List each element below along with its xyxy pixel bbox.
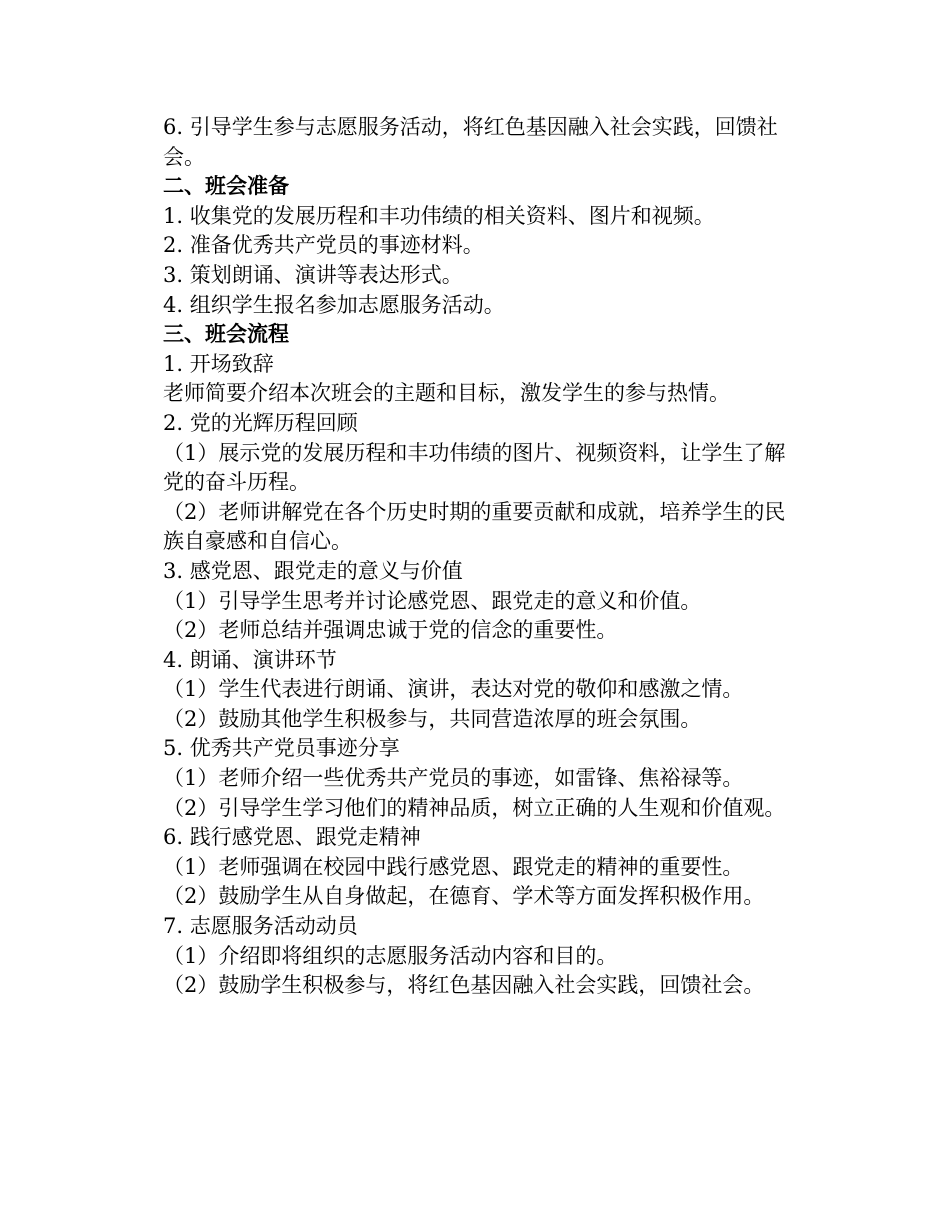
process-step-title: 7. 志愿服务活动动员 [163, 914, 358, 939]
process-step-line: （1）老师强调在校园中践行感党恩、跟党走的精神的重要性。 [163, 854, 744, 879]
process-step-line: 老师简要介绍本次班会的主题和目标，激发学生的参与热情。 [163, 381, 730, 406]
section-heading-preparation: 二、班会准备 [163, 174, 289, 199]
process-step-line: （2）鼓励其他学生积极参与，共同营造浓厚的班会氛围。 [163, 706, 702, 731]
process-step-title: 1. 开场致辞 [163, 351, 274, 376]
process-step-title: 5. 优秀共产党员事迹分享 [163, 736, 400, 761]
process-step-title: 2. 党的光辉历程回顾 [163, 410, 358, 435]
intro-item-6: 6. 引导学生参与志愿服务活动，将红色基因融入社会实践，回馈社会。 [163, 115, 778, 169]
preparation-item: 2. 准备优秀共产党员的事迹材料。 [163, 233, 484, 258]
process-step-line: （2）鼓励学生从自身做起，在德育、学术等方面发挥积极作用。 [163, 884, 765, 909]
process-step-line: （2）老师讲解党在各个历史时期的重要贡献和成就，培养学生的民族自豪感和自信心。 [163, 499, 786, 554]
process-step-line: （2）老师总结并强调忠诚于党的信念的重要性。 [163, 618, 618, 643]
process-step-line: （1）老师介绍一些优秀共产党员的事迹，如雷锋、焦裕禄等。 [163, 766, 744, 791]
process-step-line: （2）鼓励学生积极参与，将红色基因融入社会实践，回馈社会。 [163, 973, 765, 998]
preparation-item: 4. 组织学生报名参加志愿服务活动。 [163, 292, 505, 317]
process-step-line: （1）引导学生思考并讨论感党恩、跟党走的意义和价值。 [163, 588, 702, 613]
process-step-title: 3. 感党恩、跟党走的意义与价值 [163, 558, 463, 583]
preparation-item: 3. 策划朗诵、演讲等表达形式。 [163, 262, 463, 287]
process-step-title: 6. 践行感党恩、跟党走精神 [163, 825, 421, 850]
process-step-line: （1）学生代表进行朗诵、演讲，表达对党的敬仰和感激之情。 [163, 677, 744, 702]
document-body [163, 113, 788, 1001]
process-step-line: （1）介绍即将组织的志愿服务活动内容和目的。 [163, 943, 618, 968]
process-step-title: 4. 朗诵、演讲环节 [163, 647, 337, 672]
preparation-item: 1. 收集党的发展历程和丰功伟绩的相关资料、图片和视频。 [163, 203, 715, 228]
section-heading-process: 三、班会流程 [163, 322, 289, 347]
process-step-line: （2）引导学生学习他们的精神品质，树立正确的人生观和价值观。 [163, 795, 786, 820]
process-step-line: （1）展示党的发展历程和丰功伟绩的图片、视频资料，让学生了解党的奋斗历程。 [163, 440, 786, 495]
